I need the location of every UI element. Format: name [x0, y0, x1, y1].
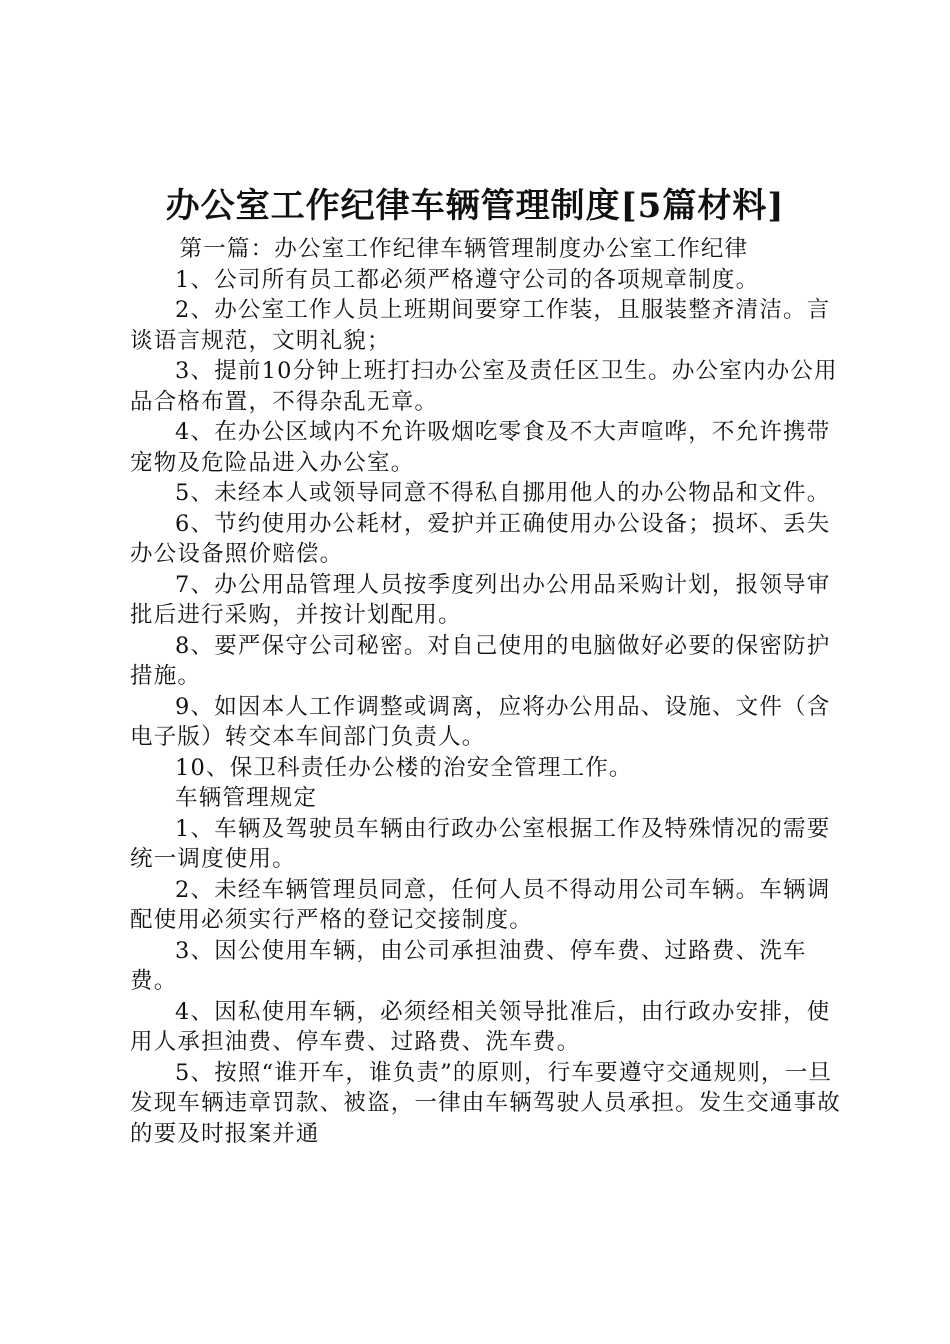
paragraph: 8、要严保守公司秘密。对自己使用的电脑做好必要的保密防护措施。: [130, 632, 831, 689]
paragraph-section-heading: 第一篇：办公室工作纪律车辆管理制度办公室工作纪律: [179, 236, 749, 262]
paragraph: 2、未经车辆管理员同意，任何人员不得动用公司车辆。车辆调配使用必须实行严格的登记交接制度。: [130, 876, 831, 933]
paragraph: 2、办公室工作人员上班期间要穿工作装，且服装整齐清洁。言谈语言规范，文明礼貌；: [130, 297, 831, 354]
document-body: [130, 234, 845, 1149]
paragraph: 3、因公使用车辆，由公司承担油费、停车费、过路费、洗车费。: [130, 937, 807, 994]
paragraph: 7、办公用品管理人员按季度列出办公用品采购计划，报领导审批后进行采购，并按计划配用。: [130, 571, 831, 628]
paragraph: 10、保卫科责任办公楼的治安全管理工作。: [175, 754, 633, 781]
paragraph: 5、未经本人或领导同意不得私自挪用他人的办公物品和文件。: [175, 480, 831, 506]
paragraph: 4、因私使用车辆，必须经相关领导批准后，由行政办安排，使用人承担油费、停车费、过路费、洗车费。: [130, 998, 831, 1055]
subsection-heading: 车辆管理规定: [175, 785, 318, 811]
paragraph: 4、在办公区域内不允许吸烟吃零食及不大声喧哗，不允许携带宠物及危险品进入办公室。: [130, 419, 831, 476]
paragraph: 3、提前10分钟上班打扫办公室及责任区卫生。办公室内办公用品合格布置，不得杂乱无章。: [130, 358, 838, 415]
paragraph: 9、如因本人工作调整或调离，应将办公用品、设施、文件（含电子版）转交本车间部门负责人。: [130, 693, 831, 750]
document-title: 办公室工作纪律车辆管理制度[5篇材料]: [165, 186, 785, 226]
paragraph: 1、车辆及驾驶员车辆由行政办公室根据工作及特殊情况的需要统一调度使用。: [130, 815, 831, 872]
paragraph: 1、公司所有员工都必须严格遵守公司的各项规章制度。: [175, 266, 760, 293]
paragraph: 5、按照“谁开车，谁负责”的原则，行车要遵守交通规则，一旦发现车辆违章罚款、被盗，一律由车辆驾驶人员承担。发生交通事故的要及时报案并通: [130, 1059, 842, 1147]
paragraph: 6、节约使用办公耗材，爱护并正确使用办公设备；损坏、丢失办公设备照价赔偿。: [130, 510, 831, 567]
